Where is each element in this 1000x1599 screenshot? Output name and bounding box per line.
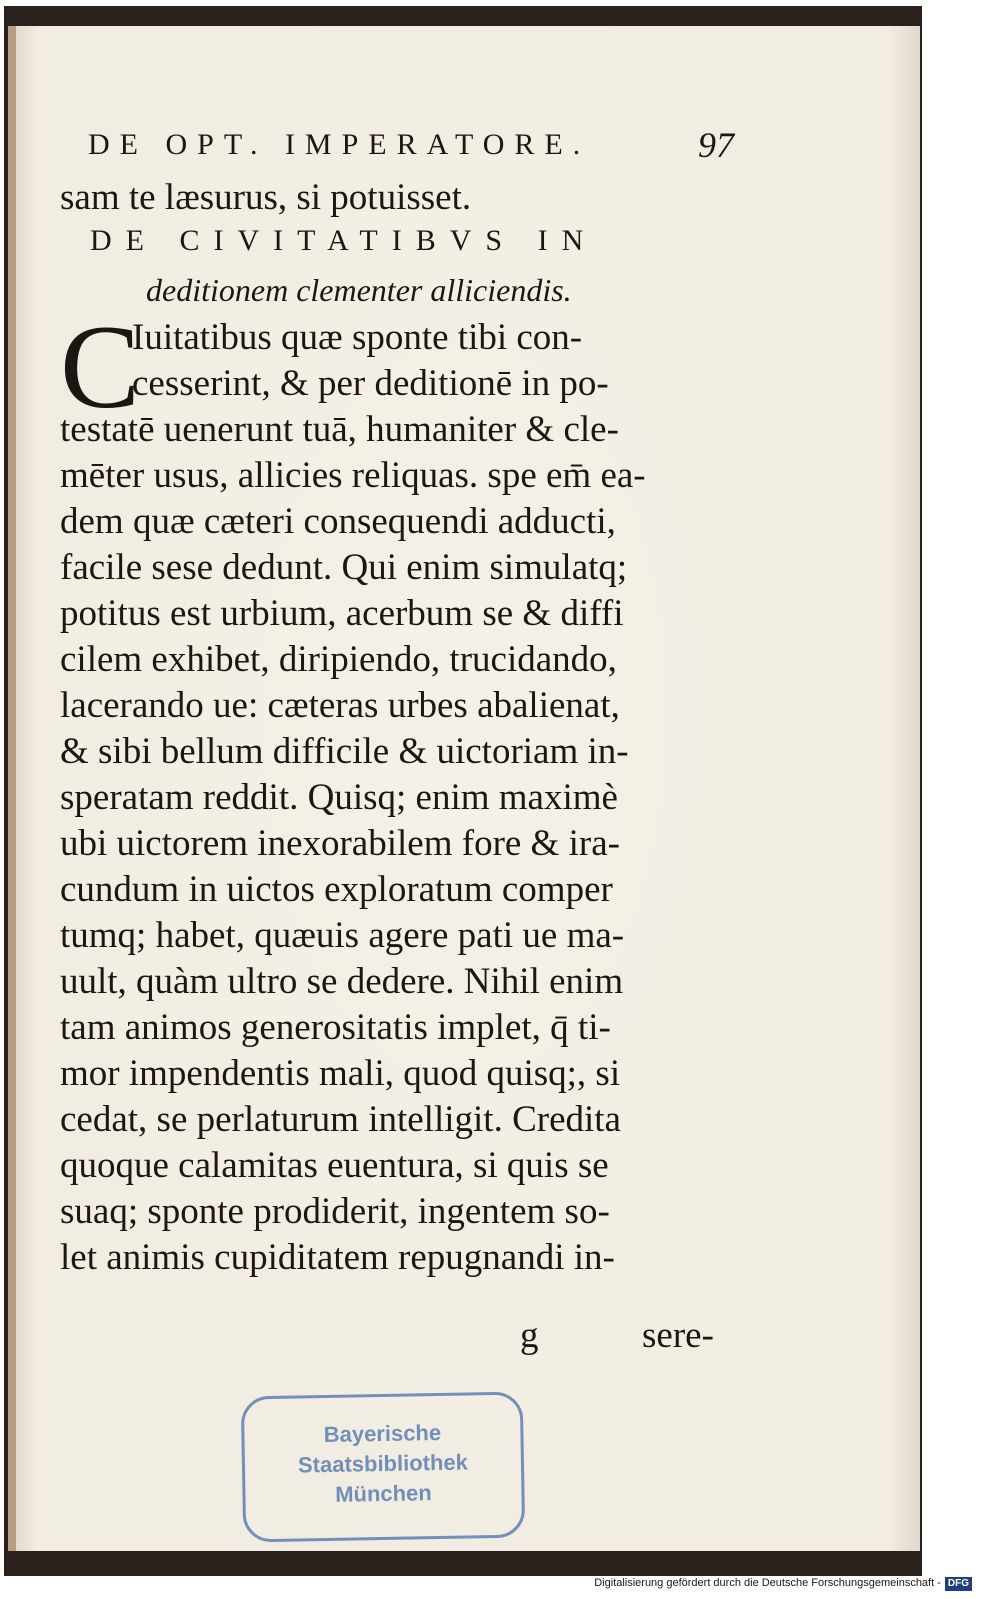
text-line: dem quæ cæteri consequendi adducti,	[60, 501, 616, 542]
page-edge	[8, 26, 16, 1551]
text-line: tumq; habet, quæuis agere pati ue ma-	[60, 915, 625, 956]
text-line: uult, quàm ultro se dedere. Nihil enim	[60, 961, 624, 1002]
text-line: lacerando ue: cæteras urbes abalienat,	[60, 685, 620, 726]
catchword: sere-	[642, 1315, 714, 1356]
text-line: tam animos generositatis implet, q̄ ti-	[60, 1007, 611, 1048]
text-line: quoque calamitas euentura, si quis se	[60, 1145, 609, 1186]
text-line: cilem exhibet, diripiendo, trucidando,	[60, 639, 617, 680]
text-line: mēter usus, allicies reliquas. spe em̄ ea-	[60, 455, 646, 496]
stamp-line: Bayerische	[323, 1419, 442, 1448]
running-head	[88, 122, 768, 166]
text-line: testatē uenerunt tuā, humaniter & cle-	[60, 409, 619, 450]
footer-text: Digitalisierung gefördert durch die Deutsche Forschungsgemeinschaft -	[594, 1577, 941, 1589]
stamp-line: München	[334, 1480, 432, 1507]
book-page	[8, 26, 920, 1551]
section-heading: DE CIVITATIBVS IN	[90, 224, 598, 257]
dfg-logo: DFG	[945, 1577, 972, 1591]
text-line: Iuitatibus quæ sponte tibi con-	[132, 317, 583, 358]
page-number: 97	[698, 125, 734, 165]
section-subheading: deditionem clementer alliciendis.	[146, 272, 572, 308]
signature-mark: g	[520, 1315, 539, 1356]
text-line: potitus est urbium, acerbum se & diffi	[60, 593, 624, 634]
text-line: sam te læsurus, si potuisset.	[60, 177, 472, 218]
text-line: cesserint, & per deditionē in po-	[132, 363, 609, 404]
text-line: & sibi bellum difficile & uictoriam in-	[60, 731, 629, 772]
book-scan	[4, 6, 922, 1576]
digitization-footer	[594, 1577, 972, 1593]
text-line: suaq; sponte prodiderit, ingentem so-	[60, 1191, 610, 1232]
text-line: let animis cupiditatem repugnandi in-	[60, 1237, 615, 1278]
library-stamp	[241, 1392, 526, 1543]
text-line: facile sese dedunt. Qui enim simulatq;	[60, 547, 628, 588]
stamp-line: Staatsbibliothek	[297, 1449, 469, 1478]
text-line: cundum in uictos exploratum comper	[60, 869, 613, 910]
text-line: mor impendentis mali, quod quisq;, si	[60, 1053, 621, 1094]
drop-cap: C	[60, 300, 141, 433]
text-line: cedat, se perlaturum intelligit. Credita	[60, 1099, 621, 1140]
text-line: ubi uictorem inexorabilem fore & ira-	[60, 823, 620, 864]
text-line: speratam reddit. Quisq; enim maximè	[60, 777, 618, 818]
running-title: DE OPT. IMPERATORE.	[88, 128, 591, 161]
